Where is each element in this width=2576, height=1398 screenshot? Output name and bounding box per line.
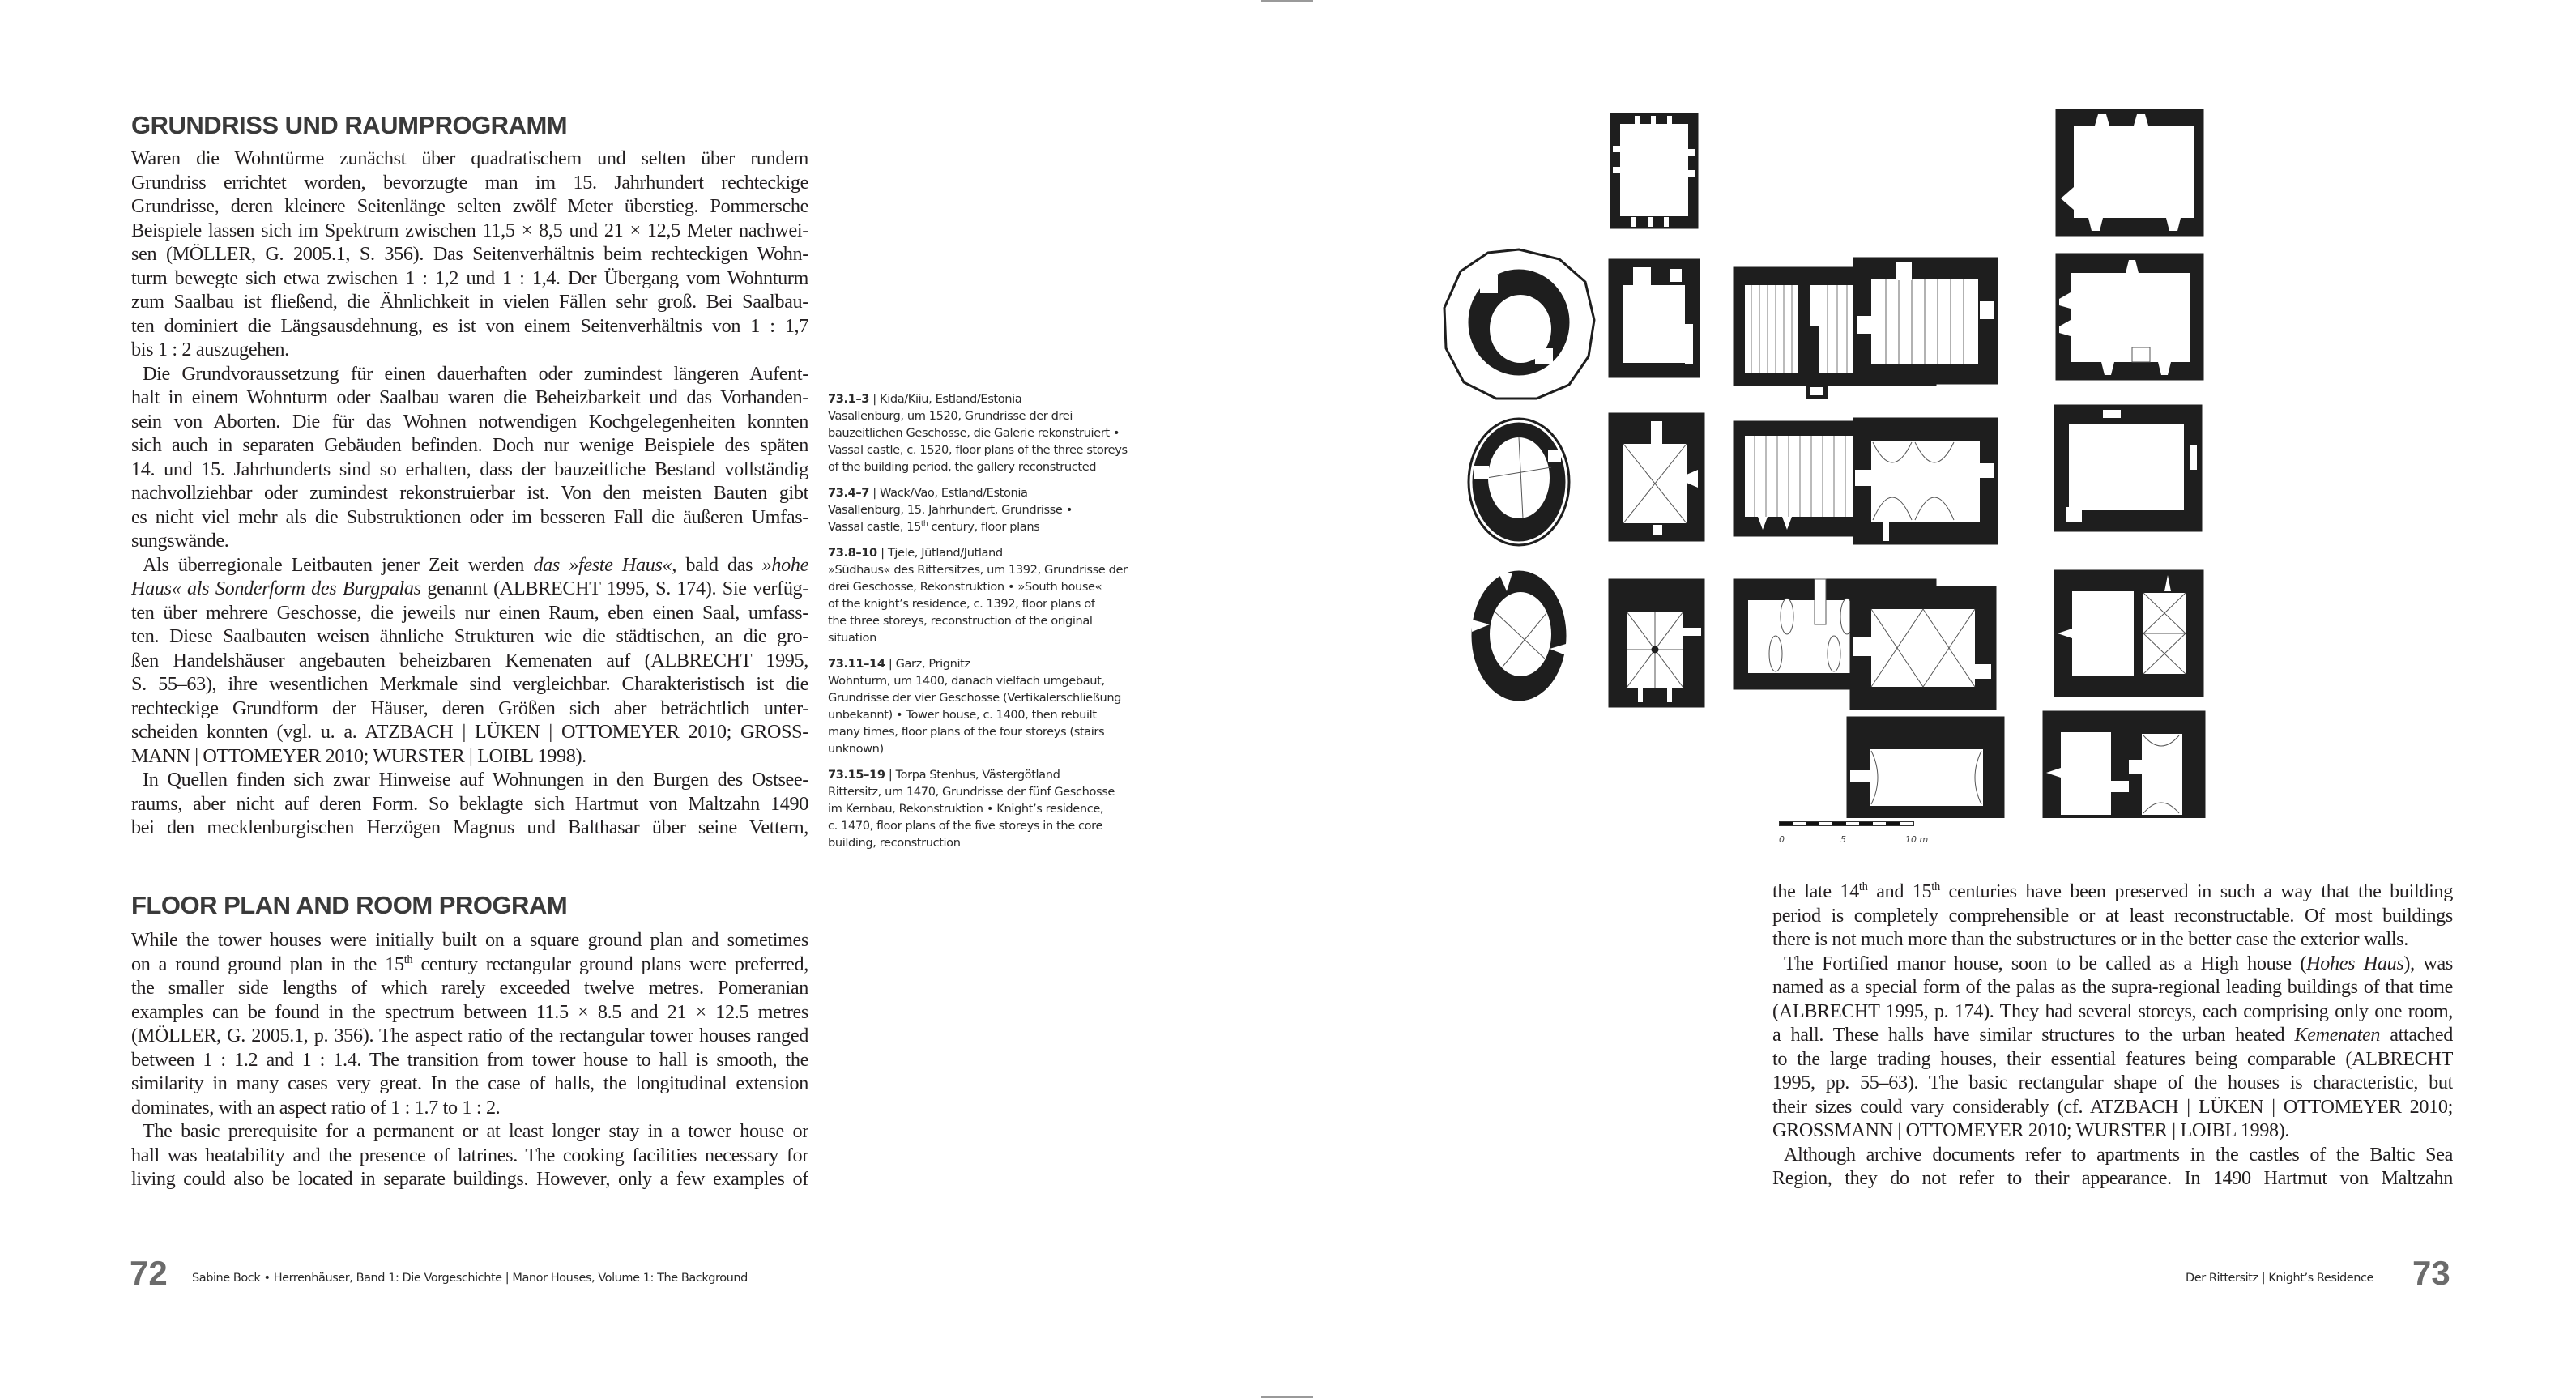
superscript: th: [1858, 880, 1868, 893]
caption-73-8-10: [828, 544, 1152, 646]
caption-line: Rittersitz, um 1470, Grundrisse der fünf Geschosse: [828, 785, 1115, 799]
caption-line: of the knight’s residence, c. 1392, floor plans of: [828, 597, 1095, 611]
text-line: named as a special form of the palas as the supra-regional leading buildings of that time: [1772, 976, 2453, 998]
text-line: halt in einem Wohnturm oder Saalbau waren die Beheizbarkeit und das Vorhanden-: [131, 386, 808, 408]
text-line: 14. und 15. Jahrhunderts sind so erhalten, dass der bauzeitliche Bestand vollständig: [131, 458, 808, 480]
text-run: century rectangular ground plans were preferred,: [412, 953, 808, 975]
caption-place: | Torpa Stenhus, Västergötland: [885, 768, 1060, 782]
text-run: attached: [2380, 1024, 2453, 1046]
scale-label-5: 5: [1840, 834, 1846, 845]
text-line: to the large trading houses, their essential features being comparable (ALBRECHT: [1772, 1047, 2453, 1070]
caption-line: many times, floor plans of the four storeys (stairs: [828, 725, 1105, 739]
text-line: Waren die Wohntürme zunächst über quadratischem und selten über rundem: [131, 147, 808, 169]
plan-kida-2: [1469, 419, 1569, 545]
plan-kida-1: [1444, 249, 1594, 399]
text-line: dominates, with an aspect ratio of 1 : 1.7 to 1 : 2.: [131, 1096, 501, 1119]
text-line: MANN | OTTOMEYER 2010; WURSTER | LOIBL 1998).: [131, 744, 586, 767]
section-heading-en: FLOOR PLAN AND ROOM PROGRAM: [131, 891, 568, 919]
plan-garz-3: [1853, 418, 1998, 544]
text-line: [1772, 880, 2453, 904]
italic-run: das »feste Haus«: [533, 553, 672, 576]
caption-number: 73.4–7: [828, 486, 870, 500]
text-run: The Fortified manor house, soon to be called as a High house (: [1784, 952, 2307, 974]
text-run: genannt (ALBRECHT 1995, S. 174). Sie verfüg-: [420, 578, 808, 599]
text-line: turm bewegte sich etwa zwischen 1 : 1,2 und 1 : 1,4. Der Übergang vom Wohnturm: [131, 266, 808, 289]
german-body-text: [131, 147, 808, 840]
caption-line: unbekannt) • Tower house, c. 1400, then rebuilt: [828, 708, 1097, 722]
caption-line: [828, 518, 1152, 535]
caption-line: Vassal castle, c. 1520, floor plans of the three storeys: [828, 443, 1128, 457]
text-run: a hall. These halls have similar structures to the urban heated: [1772, 1024, 2295, 1046]
text-line: ten über mehrere Geschosse, die jeweils nur einen Raum, eben einen Saal, umfass-: [131, 601, 808, 624]
scale-label-10m: 10 m: [1905, 834, 1929, 845]
caption-number: 73.11–14: [828, 657, 885, 671]
caption-73-1-3: [828, 390, 1152, 475]
top-crop-mark: [1261, 0, 1313, 2]
caption-line: building, reconstruction: [828, 836, 961, 850]
text-line: nachvollziehbar oder zumindest rekonstruierbar ist. Von den meisten Bauten gibt: [131, 482, 808, 504]
caption-number: 73.8–10: [828, 546, 877, 560]
text-line: sich auch in separaten Gebäuden befinden. Doch nur wenige Beispiele des späten: [131, 434, 808, 456]
superscript: th: [921, 520, 928, 529]
caption-title: [828, 655, 1152, 672]
italic-run: »hohe: [761, 553, 808, 576]
caption-number: 73.15–19: [828, 768, 885, 782]
text-line: es nicht viel mehr als die Substruktionen oder im besseren Fall die äußeren Umfas-: [131, 505, 808, 528]
text-line: Although archive documents refer to apartments in the castles of the Baltic Sea: [1784, 1143, 2453, 1166]
plan-wack-4: [1609, 579, 1704, 707]
english-body-text-left: [131, 928, 808, 1191]
text-line: Beispiele lassen sich im Spektrum zwischen 11,5 × 8,5 und 21 × 12,5 Meter nachwei-: [131, 219, 808, 241]
text-run: on a round ground plan in the 15: [131, 953, 404, 975]
text-line: (MÖLLER, G. 2005.1, p. 356). The aspect ratio of the rectangular tower houses ranged: [131, 1025, 808, 1046]
text-run: , bald das: [672, 553, 762, 576]
caption-73-11-14: [828, 655, 1152, 757]
page-number-left: 72: [130, 1254, 168, 1292]
plan-torpa-5: [1847, 717, 2004, 818]
text-line: between 1 : 1.2 and 1 : 1.4. The transition from tower house to hall is smooth, the: [131, 1048, 808, 1071]
text-line: In Quellen finden sich zwar Hinweise auf Wohnungen in den Burgen des Ostsee-: [143, 769, 808, 791]
text-line: Die Grundvoraussetzung für einen dauerhaften oder zumindest längeren Aufent-: [143, 362, 808, 385]
text-line: sungswände.: [131, 530, 229, 552]
caption-line: Vasallenburg, 15. Jahrhundert, Grundrisse •: [828, 503, 1073, 517]
text-line: bis 1 : 2 auszugehen.: [131, 339, 289, 360]
text-run: and 15: [1867, 880, 1932, 902]
plan-wack-3: [1609, 413, 1704, 541]
superscript: th: [1931, 880, 1940, 893]
running-footer-right: Der Rittersitz | Knight’s Residence: [2186, 1272, 2373, 1285]
superscript: th: [403, 953, 413, 966]
text-line: [131, 577, 808, 601]
section-heading-de: GRUNDRISS UND RAUMPROGRAMM: [131, 111, 568, 139]
caption-place: | Garz, Prignitz: [885, 657, 970, 671]
caption-title: [828, 390, 1152, 407]
scale-segment: [1859, 822, 1873, 825]
text-line: zum Saalbau ist fließend, die Ähnlichkeit in vielen Fällen sehr groß. Bei Saalbau-: [131, 291, 808, 313]
text-run: Als überregionale Leitbauten jener Zeit werden: [143, 553, 534, 576]
caption-line: unknown): [828, 742, 884, 756]
scale-segment: [1886, 822, 1900, 825]
caption-line: c. 1470, floor plans of the five storeys in the core: [828, 819, 1103, 833]
scale-segment: [1832, 822, 1846, 825]
caption-number: 73.1–3: [828, 392, 870, 406]
text-line: raums, aber nicht auf deren Form. So beklagte sich Hartmut von Maltzahn 1490: [131, 792, 808, 815]
italic-run: Haus« als Sonderform des Burgpalas: [131, 578, 421, 599]
caption-line: of the building period, the gallery reconstructed: [828, 460, 1097, 474]
plan-garz-4: [1850, 586, 1996, 710]
text-line: S. 55–63), ihre wesentlichen Merkmale sind vergleichbar. Charakteristisch ist die: [131, 673, 808, 695]
text-line: ten. Diese Saalbauten weisen ähnliche Strukturen wie die städtischen, an die gro-: [131, 625, 808, 647]
plan-torpa-1: [2056, 109, 2203, 236]
italic-run: Hohes Haus: [2306, 952, 2404, 974]
text-line: ßen Handelshäuser angebauten beheizbaren Kemenaten auf (ALBRECHT 1995,: [131, 649, 808, 671]
caption-line: drei Geschosse, Rekonstruktion • »South house«: [828, 580, 1102, 594]
text-run: ), was: [2403, 952, 2453, 974]
text-line: rechteckige Grundform der Häuser, deren Größen sich aber beträchtlich unter-: [131, 697, 808, 719]
caption-line: Vasallenburg, um 1520, Grundrisse der drei: [828, 409, 1073, 423]
plan-torpa-4: [2054, 570, 2203, 697]
page-number-right: 73: [2412, 1254, 2450, 1292]
caption-73-15-19: [828, 766, 1152, 851]
caption-place: | Wack/Vao, Estland/Estonia: [869, 486, 1028, 500]
text-line: there is not much more than the substructures or in the better case the exterior walls.: [1772, 928, 2408, 950]
text-line: While the tower houses were initially built on a square ground plan and sometimes: [131, 929, 808, 951]
text-line: Grundrisse, deren kleinere Seitenlänge selten zwölf Meter überstieg. Pommersche: [131, 195, 808, 217]
caption-line: the three storeys, reconstruction of the original: [828, 614, 1093, 628]
text-line: the smaller side lengths of which rarely exceeded twelve metres. Pomeranian: [131, 977, 808, 999]
text-run: century, floor plans: [928, 520, 1040, 534]
caption-place: | Kida/Kiiu, Estland/Estonia: [869, 392, 1022, 406]
text-line: bei den mecklenburgischen Herzögen Magnus und Balthasar über seine Vettern,: [131, 816, 808, 838]
caption-line: Wohnturm, um 1400, danach vielfach umgebaut,: [828, 674, 1105, 688]
text-line: hall was heatability and the presence of latrines. The cooking facilities necessary for: [131, 1144, 808, 1166]
figure-captions: [828, 390, 1152, 860]
plan-garz-2: [1853, 258, 1998, 384]
text-line: sen (MÖLLER, G. 2005.1, S. 356). Das Seitenverhältnis beim rechteckigen Wohn-: [131, 243, 808, 265]
text-line: [131, 953, 808, 977]
text-line: their sizes could vary considerably (cf. ATZBACH | LÜKEN | OTTOMEYER 2010;: [1772, 1095, 2453, 1118]
caption-line: bauzeitlichen Geschosse, die Galerie rekonstruiert •: [828, 426, 1120, 440]
text-line: Region, they do not refer to their appearance. In 1490 Hartmut von Maltzahn: [1772, 1167, 2453, 1189]
scale-bar: [1779, 820, 1915, 829]
text-line: ten dominiert die Längsausdehnung, es ist von einem Seitenverhältnis von 1 : 1,7: [131, 314, 808, 337]
plan-kida-3: [1472, 571, 1566, 701]
caption-place: | Tjele, Jütland/Jutland: [876, 546, 1003, 560]
text-line: The basic prerequisite for a permanent or at least longer stay in a tower house or: [143, 1120, 808, 1142]
plan-torpa-2: [2056, 254, 2203, 380]
text-line: 1995, pp. 55–63). The basic rectangular shape of the houses is characteristic, but: [1772, 1072, 2453, 1093]
text-run: Vassal castle, 15: [828, 520, 922, 534]
italic-run: Kemenaten: [2294, 1024, 2381, 1046]
plan-wack-2: [1609, 259, 1700, 377]
plan-torpa-3: [2054, 405, 2202, 531]
text-line: [1772, 952, 2453, 976]
plan-torpa-6: [2043, 711, 2205, 818]
scale-segment: [1806, 822, 1819, 825]
caption-title: [828, 766, 1152, 783]
english-body-text-right: [1772, 880, 2453, 1191]
text-run: the late 14: [1772, 880, 1859, 902]
text-line: GROSSMANN | OTTOMEYER 2010; WURSTER | LOIBL 1998).: [1772, 1119, 2290, 1141]
caption-title: [828, 484, 1152, 501]
text-line: similarity in many cases very great. In the case of halls, the longitudinal extension: [131, 1072, 808, 1094]
text-line: (ALBRECHT 1995, p. 174). They had several storeys, each comprising only one room,: [1772, 999, 2453, 1022]
caption-title: [828, 544, 1152, 561]
text-line: living could also be located in separate buildings. However, only a few examples of: [131, 1168, 808, 1190]
text-line: [1772, 1023, 2453, 1047]
text-line: Grundriss errichtet worden, bevorzugte man im 15. Jahrhundert rechteckige: [131, 171, 808, 194]
caption-line: »Südhaus« des Rittersitzes, um 1392, Grundrisse der: [828, 563, 1128, 577]
text-line: [131, 553, 808, 578]
caption-line: im Kernbau, Rekonstruktion • Knight’s residence,: [828, 802, 1104, 816]
caption-line: situation: [828, 631, 876, 645]
running-footer-left: Sabine Bock • Herrenhäuser, Band 1: Die Vorgeschichte | Manor Houses, Volume 1: The Background: [192, 1272, 748, 1285]
text-line: period is completely comprehensible or at least reconstructable. Of most buildings: [1772, 904, 2453, 927]
text-line: examples can be found in the spectrum between 11.5 × 8.5 and 21 × 12.5 metres: [131, 1000, 808, 1023]
caption-73-4-7: [828, 484, 1152, 535]
scale-segment: [1780, 822, 1793, 825]
scale-label-0: 0: [1779, 834, 1785, 845]
text-run: centuries have been preserved in such a way that the building: [1939, 880, 2453, 902]
text-line: scheiden konnten (vgl. u. a. ATZBACH | LÜKEN | OTTOMEYER 2010; GROSS-: [131, 721, 808, 743]
floor-plans-figure: [1442, 105, 2463, 818]
plan-wack-1: [1610, 113, 1698, 228]
text-line: sein von Aborten. Die für das Wohnen notwendigen Kochgelegenheiten konnten: [131, 410, 808, 433]
caption-line: Grundrisse der vier Geschosse (Vertikalerschließung: [828, 691, 1122, 705]
